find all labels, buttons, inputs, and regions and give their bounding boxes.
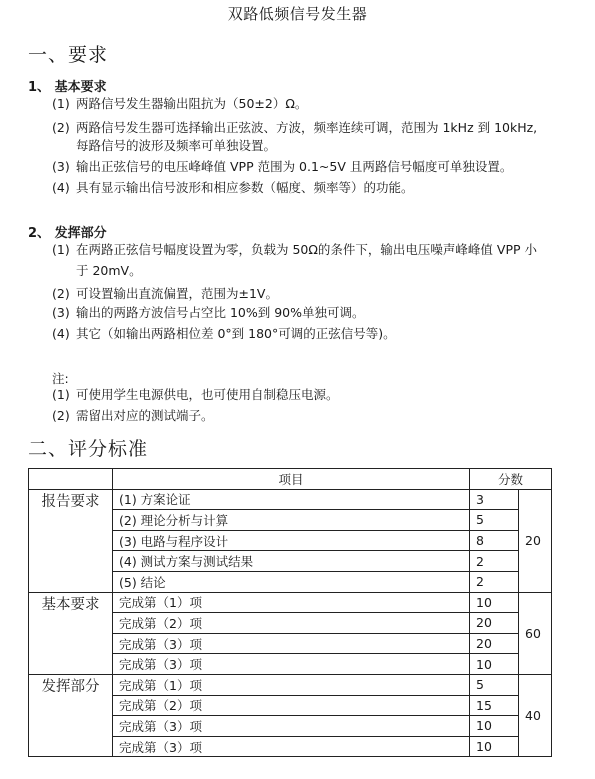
score-cell: 10 [470, 716, 519, 737]
item-cell: 完成第（2）项 [113, 613, 470, 634]
item-cell: (2) 理论分析与计算 [113, 510, 470, 531]
item-cell: 完成第（2）项 [113, 695, 470, 716]
table-row [29, 674, 552, 695]
item-cell: (3) 电路与程序设计 [113, 530, 470, 551]
table-row [29, 489, 552, 510]
section-scoring-heading: 二、评分标准 [28, 438, 149, 460]
score-cell: 2 [470, 551, 519, 572]
score-cell: 20 [470, 613, 519, 634]
scoring-table [28, 468, 552, 757]
item-cell: 完成第（1）项 [113, 674, 470, 695]
score-cell: 10 [470, 592, 519, 613]
advanced-heading: 2、 发挥部分 [28, 226, 107, 241]
item-cell: 完成第（1）项 [113, 592, 470, 613]
score-cell: 2 [470, 571, 519, 592]
basic-item-3: (3) 输出正弦信号的电压峰峰值 VPP 范围为 0.1~5V 且两路信号幅度可单独设置。 [52, 159, 513, 174]
category-cell: 发挥部分 [29, 674, 113, 756]
score-cell: 5 [470, 674, 519, 695]
advanced-item-2: (2) 可设置输出直流偏置，范围为±1V。 [52, 286, 278, 301]
basic-requirements-heading: 1、 基本要求 [28, 80, 107, 95]
category-cell: 报告要求 [29, 489, 113, 592]
table-header-empty [29, 469, 113, 490]
score-cell: 15 [470, 695, 519, 716]
advanced-item-3: (3) 输出的两路方波信号占空比 10%到 90%单独可调。 [52, 305, 365, 320]
basic-item-4: (4) 具有显示输出信号波形和相应参数（幅度、频率等）的功能。 [52, 180, 414, 195]
item-cell: 完成第（3）项 [113, 633, 470, 654]
score-cell: 10 [470, 736, 519, 757]
basic-item-1: (1) 两路信号发生器输出阻抗为（50±2）Ω。 [52, 96, 308, 111]
advanced-item-1: (1) 在两路正弦信号幅度设置为零，负载为 50Ω的条件下，输出电压噪声峰峰值 VPP 小 [52, 242, 538, 257]
item-cell: 完成第（3）项 [113, 654, 470, 675]
item-cell: 完成第（3）项 [113, 716, 470, 737]
score-cell: 5 [470, 510, 519, 531]
group-total-cell: 20 [519, 489, 552, 592]
advanced-item-4: (4) 其它（如输出两路相位差 0°到 180°可调的正弦信号等)。 [52, 326, 396, 341]
item-cell: (5) 结论 [113, 571, 470, 592]
table-header-row [29, 469, 552, 490]
item-cell: (4) 测试方案与测试结果 [113, 551, 470, 572]
basic-item-2-cont: 每路信号的波形及频率可单独设置。 [76, 138, 277, 153]
section-requirements-heading: 一、要求 [28, 44, 109, 66]
table-header-score: 分数 [470, 469, 552, 490]
score-cell: 3 [470, 489, 519, 510]
document-title: 双路低频信号发生器 [227, 5, 368, 23]
note-item-2: (2) 需留出对应的测试端子。 [52, 408, 214, 423]
score-cell: 20 [470, 633, 519, 654]
note-label: 注: [52, 371, 69, 386]
category-cell: 基本要求 [29, 592, 113, 674]
item-cell: 完成第（3）项 [113, 736, 470, 757]
group-total-cell: 60 [519, 592, 552, 674]
basic-item-2: (2) 两路信号发生器可选择输出正弦波、方波，频率连续可调，范围为 1kHz 到 10kHz, [52, 120, 538, 135]
table-row [29, 592, 552, 613]
note-item-1: (1) 可使用学生电源供电，也可使用自制稳压电源。 [52, 387, 339, 402]
advanced-item-1-cont: 于 20mV。 [76, 263, 142, 278]
item-cell: (1) 方案论证 [113, 489, 470, 510]
score-cell: 10 [470, 654, 519, 675]
score-cell: 8 [470, 530, 519, 551]
group-total-cell: 40 [519, 674, 552, 756]
table-header-item: 项目 [113, 469, 470, 490]
